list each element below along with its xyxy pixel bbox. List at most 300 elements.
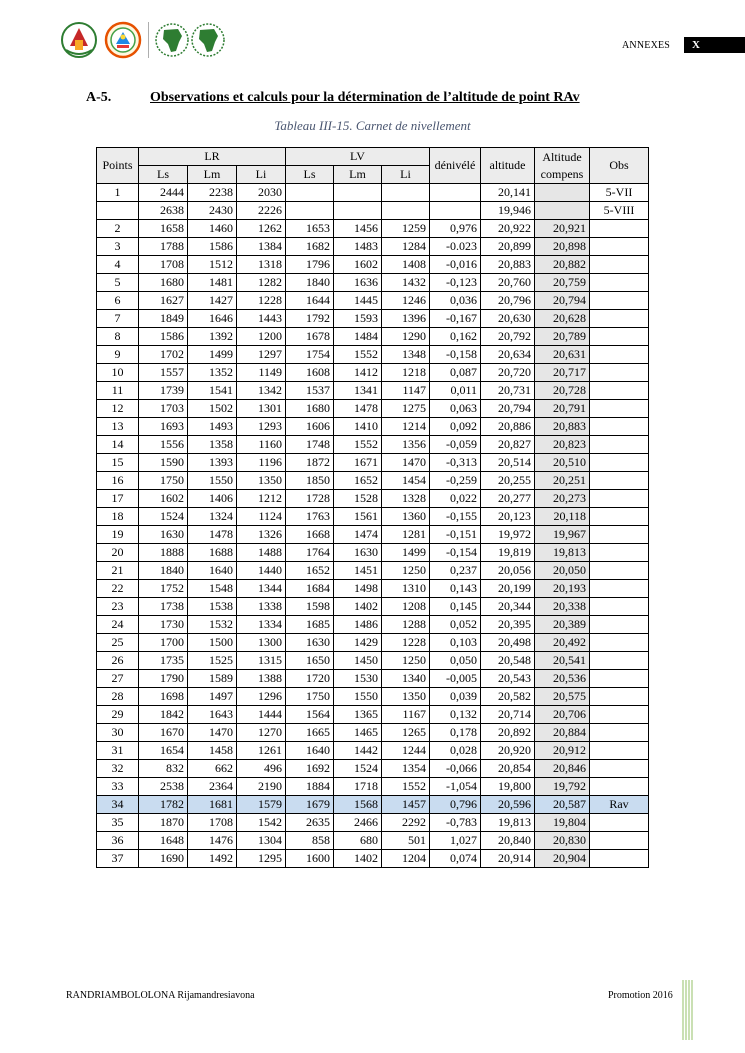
cell-lr-ls: 1870 bbox=[139, 814, 188, 832]
cell-altitude-compens: 20,728 bbox=[535, 382, 590, 400]
header-lr: LR bbox=[139, 148, 286, 166]
cell-lr-ls: 1702 bbox=[139, 346, 188, 364]
header-page-number: X bbox=[684, 37, 745, 53]
cell-point: 23 bbox=[97, 598, 139, 616]
header-lv-lm: Lm bbox=[334, 166, 382, 184]
cell-lv-li: 1457 bbox=[382, 796, 430, 814]
cell-lr-li: 1296 bbox=[237, 688, 286, 706]
cell-denivele: 0,063 bbox=[430, 400, 481, 418]
cell-point: 3 bbox=[97, 238, 139, 256]
cell-lr-lm: 1550 bbox=[188, 472, 237, 490]
cell-lv-li: 1275 bbox=[382, 400, 430, 418]
cell-denivele: 0,028 bbox=[430, 742, 481, 760]
cell-obs bbox=[590, 256, 649, 274]
cell-lv-ls: 2635 bbox=[286, 814, 334, 832]
cell-lr-lm: 1427 bbox=[188, 292, 237, 310]
cell-lv-ls: 1692 bbox=[286, 760, 334, 778]
cell-altitude-compens: 20,273 bbox=[535, 490, 590, 508]
cell-lv-lm: 1474 bbox=[334, 526, 382, 544]
cell-point: 8 bbox=[97, 328, 139, 346]
cell-lr-li: 1160 bbox=[237, 436, 286, 454]
cell-lr-ls: 1693 bbox=[139, 418, 188, 436]
cell-altitude-compens: 20,338 bbox=[535, 598, 590, 616]
cell-lr-ls: 1654 bbox=[139, 742, 188, 760]
cell-altitude: 20,792 bbox=[481, 328, 535, 346]
cell-lr-lm: 1548 bbox=[188, 580, 237, 598]
cell-altitude-compens: 20,510 bbox=[535, 454, 590, 472]
cell-point: 2 bbox=[97, 220, 139, 238]
cell-lv-lm: 1561 bbox=[334, 508, 382, 526]
cell-lv-li: 1218 bbox=[382, 364, 430, 382]
table-row bbox=[97, 184, 649, 202]
cell-lr-lm: 1460 bbox=[188, 220, 237, 238]
cell-lv-lm: 1593 bbox=[334, 310, 382, 328]
cell-lv-li: 1408 bbox=[382, 256, 430, 274]
cell-denivele: -0,016 bbox=[430, 256, 481, 274]
cell-denivele: 0,011 bbox=[430, 382, 481, 400]
cell-point: 15 bbox=[97, 454, 139, 472]
cell-lr-ls: 1782 bbox=[139, 796, 188, 814]
cell-altitude: 20,854 bbox=[481, 760, 535, 778]
cell-denivele: -0,783 bbox=[430, 814, 481, 832]
table-row bbox=[97, 814, 649, 832]
cell-point: 26 bbox=[97, 652, 139, 670]
cell-altitude: 20,141 bbox=[481, 184, 535, 202]
table-row bbox=[97, 328, 649, 346]
cell-lv-ls: 1720 bbox=[286, 670, 334, 688]
header-altitude-compens-line2: compens bbox=[540, 166, 584, 181]
cell-altitude-compens bbox=[535, 202, 590, 220]
cell-point: 32 bbox=[97, 760, 139, 778]
cell-point bbox=[97, 202, 139, 220]
cell-obs bbox=[590, 598, 649, 616]
cell-lr-li: 1304 bbox=[237, 832, 286, 850]
cell-lr-lm: 1497 bbox=[188, 688, 237, 706]
cell-point: 7 bbox=[97, 310, 139, 328]
cell-altitude: 20,634 bbox=[481, 346, 535, 364]
cell-denivele: 0,050 bbox=[430, 652, 481, 670]
table-row bbox=[97, 256, 649, 274]
cell-altitude-compens: 20,717 bbox=[535, 364, 590, 382]
cell-lv-li: 1348 bbox=[382, 346, 430, 364]
cell-lr-li: 1344 bbox=[237, 580, 286, 598]
header-lv: LV bbox=[286, 148, 430, 166]
cell-lv-lm: 680 bbox=[334, 832, 382, 850]
cell-lv-lm: 1636 bbox=[334, 274, 382, 292]
table-row bbox=[97, 382, 649, 400]
table-row bbox=[97, 580, 649, 598]
cell-lv-li: 1396 bbox=[382, 310, 430, 328]
cell-lv-ls bbox=[286, 202, 334, 220]
cell-lr-li: 2226 bbox=[237, 202, 286, 220]
cell-lr-lm: 2238 bbox=[188, 184, 237, 202]
cell-obs bbox=[590, 328, 649, 346]
cell-denivele: 0,036 bbox=[430, 292, 481, 310]
cell-obs: Rav bbox=[590, 796, 649, 814]
cell-lr-ls: 1590 bbox=[139, 454, 188, 472]
cell-lr-lm: 1708 bbox=[188, 814, 237, 832]
cell-lr-ls: 1849 bbox=[139, 310, 188, 328]
cell-denivele: 0,162 bbox=[430, 328, 481, 346]
table-row bbox=[97, 760, 649, 778]
cell-lv-lm: 1524 bbox=[334, 760, 382, 778]
cell-lv-ls: 1884 bbox=[286, 778, 334, 796]
cell-lr-li: 1542 bbox=[237, 814, 286, 832]
table-row bbox=[97, 544, 649, 562]
cell-point: 33 bbox=[97, 778, 139, 796]
cell-lr-li: 1262 bbox=[237, 220, 286, 238]
cell-lr-lm: 1476 bbox=[188, 832, 237, 850]
cell-lr-lm: 1586 bbox=[188, 238, 237, 256]
cell-altitude: 19,946 bbox=[481, 202, 535, 220]
cell-lv-lm: 1445 bbox=[334, 292, 382, 310]
cell-lv-lm: 1341 bbox=[334, 382, 382, 400]
cell-lr-ls: 1842 bbox=[139, 706, 188, 724]
cell-lr-lm: 1458 bbox=[188, 742, 237, 760]
cell-lv-li: 1214 bbox=[382, 418, 430, 436]
cell-point: 19 bbox=[97, 526, 139, 544]
cell-lv-lm: 1483 bbox=[334, 238, 382, 256]
cell-altitude: 20,827 bbox=[481, 436, 535, 454]
cell-altitude-compens: 20,846 bbox=[535, 760, 590, 778]
cell-obs bbox=[590, 850, 649, 868]
cell-point: 35 bbox=[97, 814, 139, 832]
cell-lv-ls: 1606 bbox=[286, 418, 334, 436]
cell-lv-ls: 858 bbox=[286, 832, 334, 850]
cell-lr-ls: 1648 bbox=[139, 832, 188, 850]
cell-obs bbox=[590, 346, 649, 364]
table-row bbox=[97, 634, 649, 652]
cell-lv-lm: 1568 bbox=[334, 796, 382, 814]
cell-lr-ls: 832 bbox=[139, 760, 188, 778]
cell-lv-li: 1360 bbox=[382, 508, 430, 526]
cell-lv-lm: 1365 bbox=[334, 706, 382, 724]
cell-lv-lm: 1486 bbox=[334, 616, 382, 634]
cell-denivele: -0,123 bbox=[430, 274, 481, 292]
cell-lr-lm: 1470 bbox=[188, 724, 237, 742]
cell-lr-lm: 1643 bbox=[188, 706, 237, 724]
cell-obs: 5-VIII bbox=[590, 202, 649, 220]
cell-point: 31 bbox=[97, 742, 139, 760]
cell-point: 1 bbox=[97, 184, 139, 202]
cell-lr-li: 1196 bbox=[237, 454, 286, 472]
cell-lv-li: 1259 bbox=[382, 220, 430, 238]
header-lr-lm: Lm bbox=[188, 166, 237, 184]
cell-denivele: 0,052 bbox=[430, 616, 481, 634]
cell-altitude-compens: 20,904 bbox=[535, 850, 590, 868]
cell-lr-ls: 1840 bbox=[139, 562, 188, 580]
cell-denivele: 0,976 bbox=[430, 220, 481, 238]
cell-obs bbox=[590, 220, 649, 238]
cell-lr-lm: 1640 bbox=[188, 562, 237, 580]
cell-altitude: 20,720 bbox=[481, 364, 535, 382]
cell-lr-li: 1315 bbox=[237, 652, 286, 670]
cell-lv-li: 1208 bbox=[382, 598, 430, 616]
cell-lr-li: 1212 bbox=[237, 490, 286, 508]
cell-lv-li: 1454 bbox=[382, 472, 430, 490]
cell-altitude: 20,255 bbox=[481, 472, 535, 490]
table-row bbox=[97, 202, 649, 220]
cell-altitude-compens: 20,628 bbox=[535, 310, 590, 328]
cell-lv-li: 1354 bbox=[382, 760, 430, 778]
cell-lv-ls: 1564 bbox=[286, 706, 334, 724]
cell-altitude: 20,840 bbox=[481, 832, 535, 850]
cell-lv-lm: 1530 bbox=[334, 670, 382, 688]
header-altitude: altitude bbox=[481, 148, 535, 184]
cell-lr-lm: 662 bbox=[188, 760, 237, 778]
cell-lr-li: 1388 bbox=[237, 670, 286, 688]
cell-lr-lm: 1646 bbox=[188, 310, 237, 328]
table-row bbox=[97, 508, 649, 526]
cell-lv-lm: 1410 bbox=[334, 418, 382, 436]
cell-denivele: -0,259 bbox=[430, 472, 481, 490]
header-lv-ls: Ls bbox=[286, 166, 334, 184]
cell-lr-li: 1297 bbox=[237, 346, 286, 364]
cell-altitude: 19,819 bbox=[481, 544, 535, 562]
cell-altitude-compens: 20,794 bbox=[535, 292, 590, 310]
cell-obs bbox=[590, 580, 649, 598]
cell-lr-ls: 1524 bbox=[139, 508, 188, 526]
cell-point: 16 bbox=[97, 472, 139, 490]
cell-lv-lm: 1484 bbox=[334, 328, 382, 346]
cell-lv-ls: 1764 bbox=[286, 544, 334, 562]
cell-point: 13 bbox=[97, 418, 139, 436]
cell-denivele: -0,154 bbox=[430, 544, 481, 562]
cell-obs bbox=[590, 418, 649, 436]
cell-lv-lm bbox=[334, 202, 382, 220]
cell-lr-ls: 1556 bbox=[139, 436, 188, 454]
cell-lv-lm: 1412 bbox=[334, 364, 382, 382]
cell-lv-lm: 1429 bbox=[334, 634, 382, 652]
cell-lr-li: 2030 bbox=[237, 184, 286, 202]
cell-altitude: 20,123 bbox=[481, 508, 535, 526]
cell-lv-li: 501 bbox=[382, 832, 430, 850]
cell-lv-li: 1328 bbox=[382, 490, 430, 508]
table-row bbox=[97, 796, 649, 814]
header-points: Points bbox=[97, 148, 139, 184]
cell-altitude: 19,800 bbox=[481, 778, 535, 796]
cell-lr-lm: 1525 bbox=[188, 652, 237, 670]
cell-lv-lm: 1450 bbox=[334, 652, 382, 670]
cell-denivele: -0,066 bbox=[430, 760, 481, 778]
cell-altitude-compens: 19,792 bbox=[535, 778, 590, 796]
cell-lr-ls: 1703 bbox=[139, 400, 188, 418]
cell-lv-ls: 1608 bbox=[286, 364, 334, 382]
cell-lr-lm: 1492 bbox=[188, 850, 237, 868]
cell-lv-li: 1499 bbox=[382, 544, 430, 562]
cell-lr-lm: 1478 bbox=[188, 526, 237, 544]
header-altitude-compens-line1: Altitude bbox=[542, 149, 582, 164]
cell-point: 11 bbox=[97, 382, 139, 400]
cell-lv-li: 1470 bbox=[382, 454, 430, 472]
cell-altitude-compens: 20,883 bbox=[535, 418, 590, 436]
cell-lr-ls: 1738 bbox=[139, 598, 188, 616]
africa-map-logo bbox=[148, 20, 230, 60]
cell-obs bbox=[590, 778, 649, 796]
cell-point: 18 bbox=[97, 508, 139, 526]
cell-altitude: 20,892 bbox=[481, 724, 535, 742]
cell-lv-li: 1432 bbox=[382, 274, 430, 292]
cell-altitude: 20,760 bbox=[481, 274, 535, 292]
cell-point: 22 bbox=[97, 580, 139, 598]
cell-altitude: 20,582 bbox=[481, 688, 535, 706]
table-row bbox=[97, 454, 649, 472]
cell-lr-li: 1579 bbox=[237, 796, 286, 814]
cell-point: 5 bbox=[97, 274, 139, 292]
cell-lv-ls: 1796 bbox=[286, 256, 334, 274]
cell-obs bbox=[590, 310, 649, 328]
cell-lv-li: 1204 bbox=[382, 850, 430, 868]
cell-altitude-compens: 20,251 bbox=[535, 472, 590, 490]
cell-lr-ls: 1627 bbox=[139, 292, 188, 310]
cell-denivele: -0,155 bbox=[430, 508, 481, 526]
cell-lr-lm: 1532 bbox=[188, 616, 237, 634]
cell-lr-li: 1228 bbox=[237, 292, 286, 310]
cell-altitude-compens: 19,804 bbox=[535, 814, 590, 832]
cell-lv-ls: 1537 bbox=[286, 382, 334, 400]
cell-altitude: 20,498 bbox=[481, 634, 535, 652]
cell-point: 24 bbox=[97, 616, 139, 634]
cell-lv-lm: 1718 bbox=[334, 778, 382, 796]
cell-altitude: 20,731 bbox=[481, 382, 535, 400]
cell-lr-lm: 1499 bbox=[188, 346, 237, 364]
cell-lv-li: 1281 bbox=[382, 526, 430, 544]
cell-obs bbox=[590, 688, 649, 706]
cell-lv-li bbox=[382, 184, 430, 202]
cell-lr-li: 1295 bbox=[237, 850, 286, 868]
cell-denivele: 1,027 bbox=[430, 832, 481, 850]
cell-lr-ls: 1630 bbox=[139, 526, 188, 544]
table-row bbox=[97, 706, 649, 724]
cell-lr-ls: 1680 bbox=[139, 274, 188, 292]
cell-lr-li: 1342 bbox=[237, 382, 286, 400]
cell-lv-ls: 1850 bbox=[286, 472, 334, 490]
table-row bbox=[97, 562, 649, 580]
cell-lv-ls: 1750 bbox=[286, 688, 334, 706]
leveling-table bbox=[96, 147, 649, 868]
cell-point: 9 bbox=[97, 346, 139, 364]
table-row bbox=[97, 400, 649, 418]
cell-lv-ls: 1630 bbox=[286, 634, 334, 652]
cell-denivele: 0,143 bbox=[430, 580, 481, 598]
cell-lv-li: 1244 bbox=[382, 742, 430, 760]
cell-lr-lm: 1688 bbox=[188, 544, 237, 562]
cell-obs bbox=[590, 436, 649, 454]
cell-lv-ls: 1678 bbox=[286, 328, 334, 346]
cell-denivele: 0,132 bbox=[430, 706, 481, 724]
cell-lr-li: 1124 bbox=[237, 508, 286, 526]
cell-lr-ls: 1698 bbox=[139, 688, 188, 706]
cell-altitude-compens: 20,884 bbox=[535, 724, 590, 742]
cell-lr-li: 1282 bbox=[237, 274, 286, 292]
cell-lr-ls: 2538 bbox=[139, 778, 188, 796]
table-row bbox=[97, 724, 649, 742]
cell-altitude-compens: 20,118 bbox=[535, 508, 590, 526]
table-row bbox=[97, 850, 649, 868]
cell-lv-ls: 1754 bbox=[286, 346, 334, 364]
cell-obs bbox=[590, 814, 649, 832]
cell-lv-lm: 1478 bbox=[334, 400, 382, 418]
table-row bbox=[97, 274, 649, 292]
table-row bbox=[97, 238, 649, 256]
cell-lv-li: 1250 bbox=[382, 652, 430, 670]
cell-lv-lm bbox=[334, 184, 382, 202]
cell-obs bbox=[590, 490, 649, 508]
cell-obs bbox=[590, 742, 649, 760]
cell-altitude-compens: 20,823 bbox=[535, 436, 590, 454]
cell-lr-ls: 1788 bbox=[139, 238, 188, 256]
cell-lr-li: 496 bbox=[237, 760, 286, 778]
cell-point: 20 bbox=[97, 544, 139, 562]
cell-lr-lm: 1358 bbox=[188, 436, 237, 454]
cell-lv-ls: 1650 bbox=[286, 652, 334, 670]
cell-point: 28 bbox=[97, 688, 139, 706]
table-row bbox=[97, 670, 649, 688]
cell-altitude: 19,813 bbox=[481, 814, 535, 832]
cell-lr-ls: 1708 bbox=[139, 256, 188, 274]
cell-lv-li: 1228 bbox=[382, 634, 430, 652]
cell-lr-ls: 1750 bbox=[139, 472, 188, 490]
cell-obs bbox=[590, 472, 649, 490]
cell-lr-li: 1261 bbox=[237, 742, 286, 760]
cell-denivele: 0,145 bbox=[430, 598, 481, 616]
table-row bbox=[97, 490, 649, 508]
header-altitude-compens bbox=[535, 148, 590, 184]
cell-point: 12 bbox=[97, 400, 139, 418]
cell-lv-lm: 1451 bbox=[334, 562, 382, 580]
cell-altitude-compens: 20,050 bbox=[535, 562, 590, 580]
cell-denivele: 0,237 bbox=[430, 562, 481, 580]
cell-altitude-compens: 20,830 bbox=[535, 832, 590, 850]
cell-altitude: 20,922 bbox=[481, 220, 535, 238]
cell-lv-li bbox=[382, 202, 430, 220]
cell-denivele: 0,074 bbox=[430, 850, 481, 868]
cell-altitude-compens bbox=[535, 184, 590, 202]
table-row bbox=[97, 652, 649, 670]
cell-lv-li: 1340 bbox=[382, 670, 430, 688]
cell-point: 27 bbox=[97, 670, 139, 688]
table-body bbox=[97, 184, 649, 868]
cell-lr-li: 1384 bbox=[237, 238, 286, 256]
table-row bbox=[97, 346, 649, 364]
cell-lr-ls: 1690 bbox=[139, 850, 188, 868]
cell-obs bbox=[590, 724, 649, 742]
cell-lr-ls: 1586 bbox=[139, 328, 188, 346]
cell-lr-lm: 1589 bbox=[188, 670, 237, 688]
cell-altitude: 20,714 bbox=[481, 706, 535, 724]
cell-obs bbox=[590, 274, 649, 292]
cell-altitude: 20,056 bbox=[481, 562, 535, 580]
cell-altitude: 20,344 bbox=[481, 598, 535, 616]
cell-altitude-compens: 20,882 bbox=[535, 256, 590, 274]
cell-altitude-compens: 20,536 bbox=[535, 670, 590, 688]
section-title: Observations et calculs pour la détermination de l’altitude de point RAv bbox=[150, 90, 580, 105]
cell-lv-ls: 1652 bbox=[286, 562, 334, 580]
cell-lr-lm: 2364 bbox=[188, 778, 237, 796]
cell-denivele: -0,158 bbox=[430, 346, 481, 364]
cell-lr-li: 1338 bbox=[237, 598, 286, 616]
cell-lr-lm: 1352 bbox=[188, 364, 237, 382]
cell-lr-lm: 1481 bbox=[188, 274, 237, 292]
cell-lr-lm: 1538 bbox=[188, 598, 237, 616]
cell-point: 21 bbox=[97, 562, 139, 580]
cell-point: 30 bbox=[97, 724, 139, 742]
cell-lv-lm: 1630 bbox=[334, 544, 382, 562]
cell-altitude-compens: 20,898 bbox=[535, 238, 590, 256]
cell-lv-li: 1310 bbox=[382, 580, 430, 598]
cell-lr-ls: 1888 bbox=[139, 544, 188, 562]
cell-altitude-compens: 20,706 bbox=[535, 706, 590, 724]
